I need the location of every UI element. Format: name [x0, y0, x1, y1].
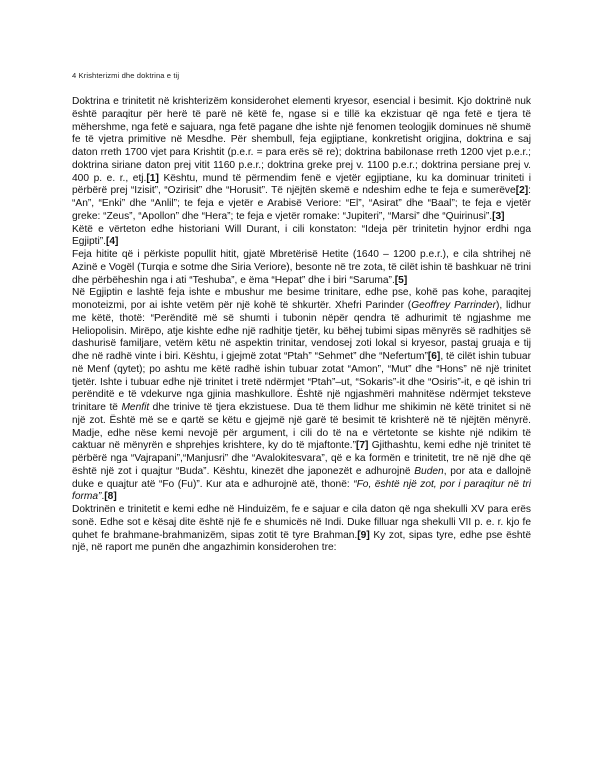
- paragraph-1: [72, 96, 531, 224]
- page-header: 4 Krishterizmi dhe doktrina e tij: [72, 71, 180, 80]
- paragraph-text: Këtë e vërteton edhe historiani Will Durant, i cili konstaton: “Ideja për trinitetin hyjnor erdhi nga Egjipti”.: [72, 223, 531, 248]
- document-body: [72, 96, 531, 555]
- footnote-ref[interactable]: [1]: [146, 172, 159, 184]
- paragraph-text: Doktrinën e trinitetit e kemi edhe në Hinduizëm, fe e sajuar e cila daton që nga shekulli XV para erës sonë. Edhe sot e kësaj dite është një fe e shumicës në Indi. Duke filluar nga shekulli VII p. e. r. kjo fe quhet fe brahmane-brahmanizëm, sipas zotit të tyre Brahman.: [72, 504, 531, 541]
- paragraph-text: Ky zot, sipas tyre, edhe pse është një, në raport me punën dhe angazhimin konsiderohen tre:: [72, 529, 532, 554]
- paragraph-text: dhe trinive të tjera ekzistuese. Dua të them lidhur me shikimin në këtë trinitet si në një zot. Është më se e qartë se këtu e gjejmë një garë të besimit të krishterë në të njëjtën mënyrë. Madje, edhe nëse kemi nevojë për argument, i cili do të na e vërtetonte se kishte një ndikim të caktuar në mënyrën e shprehjes krishtere, ky do të mjaftonte.”: [72, 402, 531, 452]
- paragraph-text: Në Egjiptin e lashtë feja ishte e mbushur me besime trinitare, edhe pse, kohë pas kohe, paraqitej monoteizmi, por ai ishte vetëm për një kohë të shkurtër. Xhefri Parinder (: [72, 287, 531, 311]
- italic-text: Menfit: [121, 402, 150, 413]
- paragraph-text: , të cilët ishin tubuar në Menf (qytet); po ashtu me këtë radhë ishin tubuar zotat “Amon”, “Mut” dhe “Hons” në një trinitet tjetër. Ishte i tubuar edhe një trinitet i tretë ndërmjet “Ptah”–ut, “Sokaris”-it dhe “Osiris”-it, e që ishin tri perënditë e të vdekurve nga gjinia mashkullore. Është një ngjashmëri mahnitëse ndërmjet teksteve trinitare të: [72, 351, 531, 413]
- paragraph-text: Kështu, mund të përmendim fenë e vjetër egjiptiane, ku ka dominuar triniteti i përbërë prej “Izisit”, “Ozirisit” dhe “Horusit”. Të njëjtën skemë e ndeshim edhe te feja e sumerëve: [72, 172, 531, 197]
- footnote-ref[interactable]: [5]: [394, 274, 408, 286]
- footnote-ref[interactable]: [7]: [356, 440, 369, 452]
- paragraph-text: Doktrina e trinitetit në krishterizëm konsiderohet elementi kryesor, esencial i besimit. Kjo doktrinë nuk është paraqitur për herë të parë në këtë fe, ngase si e tillë ka ekzistuar që nga fetë e tjera të mëhershme, nga fetë e sajuara, nga fetë pagane dhe ishte një fenomen teologjik dominues në shumë fe të vjetra primitive në Mesdhe. Për shembull, feja egjiptiane, konkretisht origjina, doktrina e saj daton rreth 1700 vjet para Krishtit (p.e.r. = para erës së re); doktrina babilonase rreth 1200 vjet p.e.r.; doktrina siriane daton prej vitit 1160 p.e.r.; doktrina greke prej v. 1100 p.e.r.; doktrina persiane prej v. 400 p. e. r., etj.: [72, 96, 531, 184]
- footnote-ref[interactable]: [8]: [104, 491, 117, 503]
- footnote-ref[interactable]: [6]: [427, 351, 441, 362]
- paragraph-text: Feja hitite që i përkiste popullit hitit, gjatë Mbretërisë Hetite (1640 – 1200 p.e.r.), e cila shtrihej në Azinë e Vogël (Turqia e sotme dhe Siria Veriore), besonte në tre zota, të cilët ishin të bashkuar në trini dhe përbëheshin nga i ati “Teshuba”, e ëma “Hepat” dhe i biri “Saruma”.: [72, 249, 531, 286]
- paragraph-4: [72, 287, 531, 504]
- footnote-ref[interactable]: [9]: [357, 529, 370, 541]
- footnote-ref[interactable]: [3]: [492, 210, 505, 222]
- italic-text: Buden: [414, 465, 444, 477]
- footnote-ref[interactable]: [2]: [515, 185, 529, 197]
- paragraph-text: ), lidhur me këtë, thotë: “Perënditë më së shumti i tubonin nëpër qendra të adhurimit të ngjashme me Heliopolisin. Mirëpo, atje kishte edhe një radhitje tjetër, ku bëhej tubimi sipas mënyrës së radhitjes së dashurisë familjare, vetëm këtu në aspektin trinitar, vendosej zoti lokal si kryesor, pastaj gruaja e tij dhe në radhë vinte i biri. Kështu, i gjejmë zotat “Ptah” “Sehmet” dhe “Nefertum”: [72, 300, 531, 362]
- paragraph-text: Gjithashtu, kemi edhe një trinitet të përbërë nga “Vajrapani”,“Manjusri” dhe “Avalokitesvara”, që e ka formën e trinitetit, tre në një dhe që është një zot i quajtur “Buda”. Kështu, kinezët dhe japonezët e adhurojnë: [72, 440, 531, 477]
- paragraph-text: .: [101, 491, 105, 503]
- paragraph-text: , por ata e dallojnë duke e quajtur atë “Fo (Fu)”. Kur ata e adhurojnë atë, thonë:: [72, 465, 531, 490]
- paragraph-3: [72, 249, 531, 287]
- paragraph-text: : “An”, “Enki” dhe “Anlil”; te feja e vjetër e Arabisë Veriore: “El”, “Asirat” dhe “Baal”; te feja e vjetër greke: “Zeus”, “Apollon” dhe “Hera”; te feja e vjetër romake: “Jupiteri”, “Marsi” dhe “Quirinusi”.: [72, 185, 531, 222]
- paragraph-5: [72, 504, 531, 555]
- italic-text: “Fo, është një zot, por i paraqitur në tri forma”: [72, 478, 531, 503]
- italic-text: Geoffrey Parrinder: [411, 300, 496, 311]
- footnote-ref[interactable]: [4]: [105, 236, 119, 248]
- paragraph-2: [72, 224, 531, 250]
